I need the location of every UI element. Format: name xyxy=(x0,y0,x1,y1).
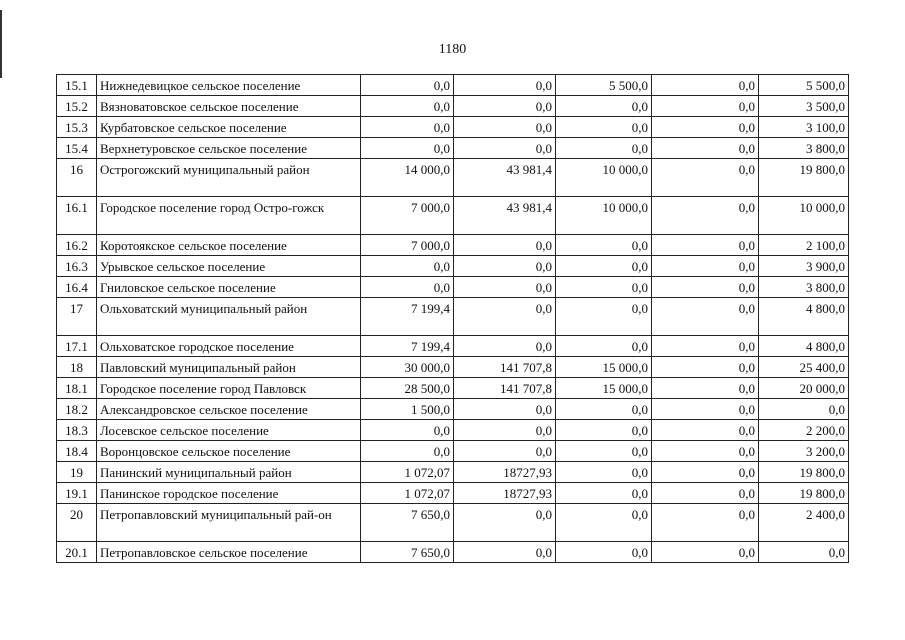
table-row xyxy=(57,483,849,504)
value-cell: 141 707,8 xyxy=(454,378,556,399)
municipality-name-cell: Городское поселение город Остро-гожск xyxy=(97,197,361,235)
value-cell: 0,0 xyxy=(652,399,759,420)
value-cell: 7 650,0 xyxy=(361,504,454,542)
value-cell: 0,0 xyxy=(556,96,652,117)
value-cell: 0,0 xyxy=(556,256,652,277)
value-cell: 0,0 xyxy=(361,117,454,138)
value-cell: 0,0 xyxy=(652,441,759,462)
value-cell: 0,0 xyxy=(361,277,454,298)
row-number-cell: 15.1 xyxy=(57,75,97,96)
row-number-cell: 16.2 xyxy=(57,235,97,256)
municipality-name-cell: Павловский муниципальный район xyxy=(97,357,361,378)
value-cell: 0,0 xyxy=(361,420,454,441)
value-cell: 30 000,0 xyxy=(361,357,454,378)
municipality-name-cell: Панинское городское поселение xyxy=(97,483,361,504)
row-number-cell: 20 xyxy=(57,504,97,542)
value-cell: 0,0 xyxy=(556,399,652,420)
value-cell: 3 800,0 xyxy=(759,277,849,298)
table-row xyxy=(57,159,849,197)
value-cell: 0,0 xyxy=(361,138,454,159)
value-cell: 0,0 xyxy=(454,75,556,96)
value-cell: 7 000,0 xyxy=(361,235,454,256)
value-cell: 0,0 xyxy=(556,138,652,159)
value-cell: 0,0 xyxy=(454,441,556,462)
table-row xyxy=(57,542,849,563)
value-cell: 0,0 xyxy=(556,336,652,357)
table-row xyxy=(57,336,849,357)
value-cell: 0,0 xyxy=(556,462,652,483)
table-row xyxy=(57,399,849,420)
value-cell: 19 800,0 xyxy=(759,159,849,197)
table-row xyxy=(57,277,849,298)
municipality-name-cell: Панинский муниципальный район xyxy=(97,462,361,483)
value-cell: 0,0 xyxy=(454,138,556,159)
value-cell: 3 800,0 xyxy=(759,138,849,159)
row-number-cell: 15.4 xyxy=(57,138,97,159)
value-cell: 2 400,0 xyxy=(759,504,849,542)
table-row xyxy=(57,235,849,256)
value-cell: 4 800,0 xyxy=(759,336,849,357)
row-number-cell: 16 xyxy=(57,159,97,197)
municipality-name-cell: Лосевское сельское поселение xyxy=(97,420,361,441)
value-cell: 0,0 xyxy=(361,256,454,277)
value-cell: 0,0 xyxy=(556,235,652,256)
value-cell: 0,0 xyxy=(556,504,652,542)
row-number-cell: 18 xyxy=(57,357,97,378)
value-cell: 0,0 xyxy=(454,542,556,563)
value-cell: 7 650,0 xyxy=(361,542,454,563)
row-number-cell: 16.3 xyxy=(57,256,97,277)
row-number-cell: 20.1 xyxy=(57,542,97,563)
value-cell: 10 000,0 xyxy=(556,197,652,235)
value-cell: 3 900,0 xyxy=(759,256,849,277)
table-row xyxy=(57,441,849,462)
page-number: 1180 xyxy=(438,42,467,57)
table-row xyxy=(57,256,849,277)
municipality-name-cell: Гниловское сельское поселение xyxy=(97,277,361,298)
municipality-name-cell: Урывское сельское поселение xyxy=(97,256,361,277)
table-row xyxy=(57,298,849,336)
value-cell: 0,0 xyxy=(454,298,556,336)
municipality-name-cell: Вязноватовское сельское поселение xyxy=(97,96,361,117)
value-cell: 0,0 xyxy=(556,542,652,563)
value-cell: 15 000,0 xyxy=(556,357,652,378)
municipality-name-cell: Ольховатский муниципальный район xyxy=(97,298,361,336)
value-cell: 0,0 xyxy=(556,277,652,298)
value-cell: 0,0 xyxy=(556,298,652,336)
municipality-name-cell: Петропавловское сельское поселение xyxy=(97,542,361,563)
value-cell: 0,0 xyxy=(454,336,556,357)
municipality-name-cell: Острогожский муниципальный район xyxy=(97,159,361,197)
value-cell: 7 199,4 xyxy=(361,298,454,336)
table-row xyxy=(57,75,849,96)
value-cell: 0,0 xyxy=(361,441,454,462)
value-cell: 0,0 xyxy=(454,420,556,441)
value-cell: 4 800,0 xyxy=(759,298,849,336)
table-row xyxy=(57,504,849,542)
value-cell: 10 000,0 xyxy=(556,159,652,197)
table-row xyxy=(57,197,849,235)
row-number-cell: 19.1 xyxy=(57,483,97,504)
value-cell: 0,0 xyxy=(454,256,556,277)
value-cell: 18727,93 xyxy=(454,483,556,504)
value-cell: 5 500,0 xyxy=(556,75,652,96)
value-cell: 0,0 xyxy=(454,96,556,117)
row-number-cell: 19 xyxy=(57,462,97,483)
value-cell: 0,0 xyxy=(652,336,759,357)
row-number-cell: 18.3 xyxy=(57,420,97,441)
value-cell: 20 000,0 xyxy=(759,378,849,399)
value-cell: 0,0 xyxy=(759,542,849,563)
value-cell: 0,0 xyxy=(652,542,759,563)
municipality-name-cell: Коротоякское сельское поселение xyxy=(97,235,361,256)
value-cell: 28 500,0 xyxy=(361,378,454,399)
value-cell: 0,0 xyxy=(652,357,759,378)
value-cell: 1 072,07 xyxy=(361,483,454,504)
value-cell: 14 000,0 xyxy=(361,159,454,197)
row-number-cell: 16.4 xyxy=(57,277,97,298)
value-cell: 3 100,0 xyxy=(759,117,849,138)
municipality-name-cell: Городское поселение город Павловск xyxy=(97,378,361,399)
value-cell: 0,0 xyxy=(454,277,556,298)
value-cell: 0,0 xyxy=(652,483,759,504)
value-cell: 0,0 xyxy=(652,75,759,96)
value-cell: 2 200,0 xyxy=(759,420,849,441)
value-cell: 0,0 xyxy=(454,399,556,420)
value-cell: 0,0 xyxy=(652,117,759,138)
value-cell: 0,0 xyxy=(652,235,759,256)
value-cell: 25 400,0 xyxy=(759,357,849,378)
row-number-cell: 17 xyxy=(57,298,97,336)
value-cell: 0,0 xyxy=(652,277,759,298)
table-body xyxy=(57,75,849,563)
value-cell: 10 000,0 xyxy=(759,197,849,235)
municipality-name-cell: Курбатовское сельское поселение xyxy=(97,117,361,138)
value-cell: 0,0 xyxy=(652,298,759,336)
value-cell: 19 800,0 xyxy=(759,483,849,504)
value-cell: 0,0 xyxy=(759,399,849,420)
municipality-name-cell: Петропавловский муниципальный рай-он xyxy=(97,504,361,542)
municipality-name-cell: Воронцовское сельское поселение xyxy=(97,441,361,462)
row-number-cell: 15.2 xyxy=(57,96,97,117)
value-cell: 0,0 xyxy=(361,96,454,117)
value-cell: 18727,93 xyxy=(454,462,556,483)
value-cell: 0,0 xyxy=(652,504,759,542)
row-number-cell: 17.1 xyxy=(57,336,97,357)
municipality-name-cell: Нижнедевицкое сельское поселение xyxy=(97,75,361,96)
municipality-name-cell: Ольховатское городское поселение xyxy=(97,336,361,357)
row-number-cell: 18.2 xyxy=(57,399,97,420)
table-row xyxy=(57,96,849,117)
value-cell: 7 199,4 xyxy=(361,336,454,357)
row-number-cell: 18.4 xyxy=(57,441,97,462)
value-cell: 1 072,07 xyxy=(361,462,454,483)
table-row xyxy=(57,462,849,483)
municipality-name-cell: Верхнетуровское сельское поселение xyxy=(97,138,361,159)
table-row xyxy=(57,117,849,138)
value-cell: 0,0 xyxy=(556,420,652,441)
municipality-name-cell: Александровское сельское поселение xyxy=(97,399,361,420)
value-cell: 0,0 xyxy=(652,378,759,399)
value-cell: 0,0 xyxy=(361,75,454,96)
value-cell: 19 800,0 xyxy=(759,462,849,483)
row-number-cell: 15.3 xyxy=(57,117,97,138)
value-cell: 0,0 xyxy=(556,441,652,462)
value-cell: 0,0 xyxy=(454,504,556,542)
value-cell: 0,0 xyxy=(652,256,759,277)
value-cell: 141 707,8 xyxy=(454,357,556,378)
table-row xyxy=(57,357,849,378)
value-cell: 0,0 xyxy=(652,159,759,197)
value-cell: 0,0 xyxy=(652,96,759,117)
table-row xyxy=(57,420,849,441)
value-cell: 2 100,0 xyxy=(759,235,849,256)
value-cell: 0,0 xyxy=(454,117,556,138)
value-cell: 15 000,0 xyxy=(556,378,652,399)
value-cell: 3 200,0 xyxy=(759,441,849,462)
row-number-cell: 18.1 xyxy=(57,378,97,399)
value-cell: 0,0 xyxy=(556,117,652,138)
value-cell: 0,0 xyxy=(652,420,759,441)
value-cell: 0,0 xyxy=(652,138,759,159)
budget-table xyxy=(56,74,849,563)
value-cell: 1 500,0 xyxy=(361,399,454,420)
value-cell: 43 981,4 xyxy=(454,159,556,197)
value-cell: 0,0 xyxy=(556,483,652,504)
value-cell: 5 500,0 xyxy=(759,75,849,96)
row-number-cell: 16.1 xyxy=(57,197,97,235)
table-row xyxy=(57,138,849,159)
value-cell: 3 500,0 xyxy=(759,96,849,117)
value-cell: 0,0 xyxy=(652,462,759,483)
table-row xyxy=(57,378,849,399)
value-cell: 43 981,4 xyxy=(454,197,556,235)
value-cell: 7 000,0 xyxy=(361,197,454,235)
value-cell: 0,0 xyxy=(454,235,556,256)
value-cell: 0,0 xyxy=(652,197,759,235)
